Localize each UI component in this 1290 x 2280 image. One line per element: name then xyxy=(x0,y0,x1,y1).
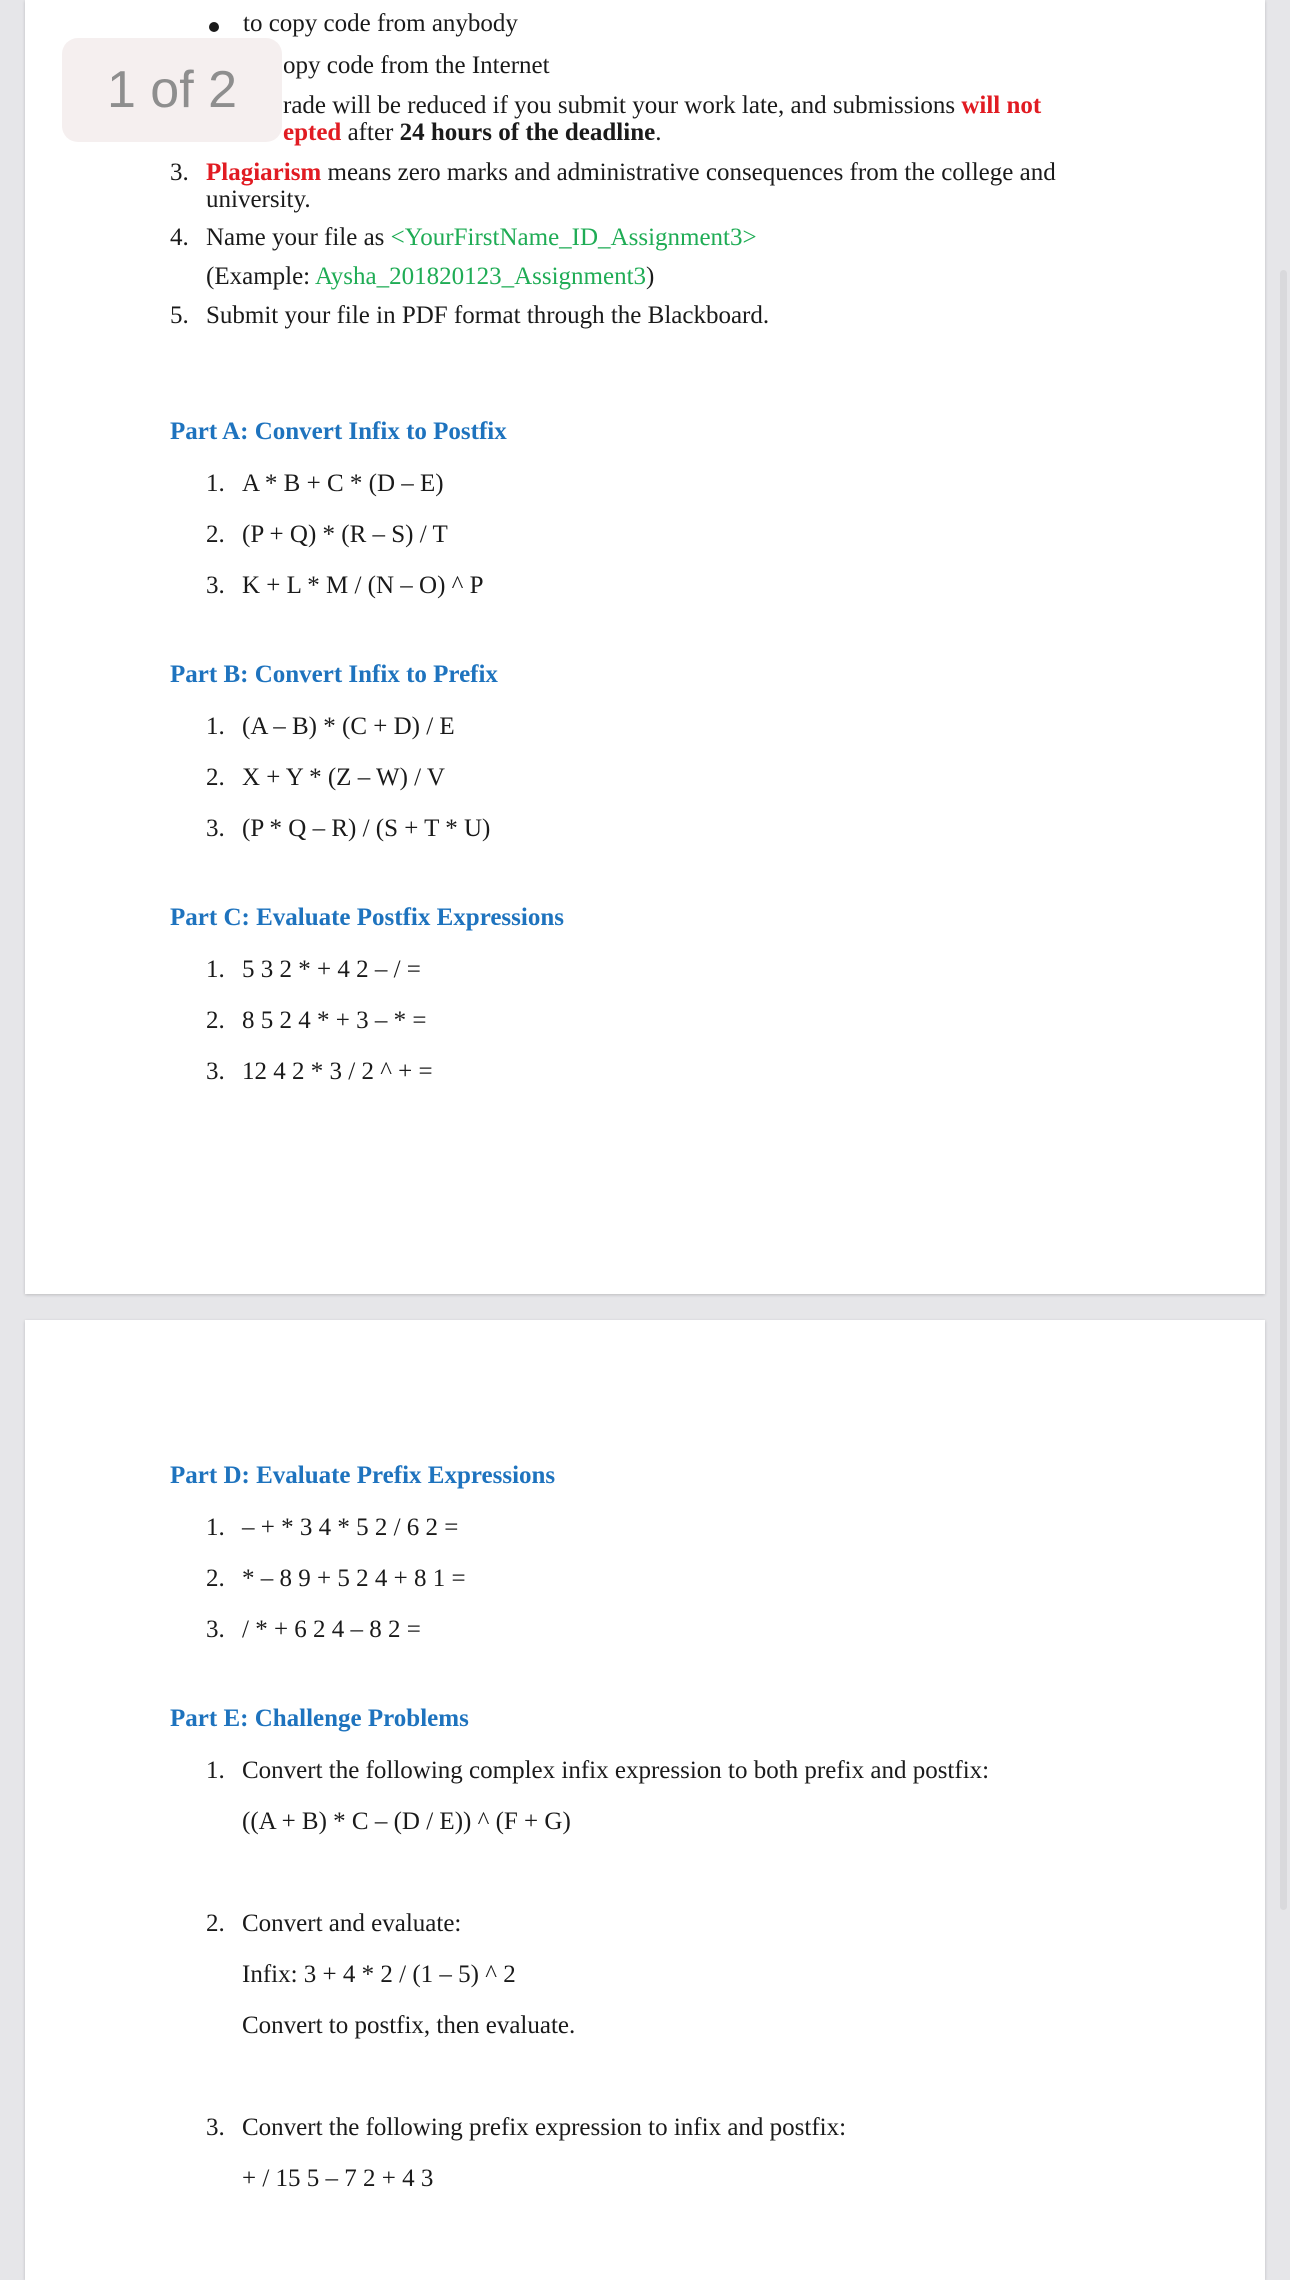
item-number: 3. xyxy=(206,815,225,842)
list-item xyxy=(206,572,484,600)
bullet-dot xyxy=(209,22,219,32)
list-item xyxy=(206,1007,426,1035)
item-expression: (A – B) * (C + D) / E xyxy=(242,713,455,740)
page-indicator-badge: 1 of 2 xyxy=(62,38,282,142)
problem-text: Convert and evaluate: xyxy=(242,1910,462,1937)
item-number: 1. xyxy=(206,1757,225,1784)
item-number: 1. xyxy=(206,956,225,983)
rule-text: Name your file as xyxy=(206,224,391,251)
item-number: 3. xyxy=(206,572,225,599)
list-item xyxy=(206,1058,433,1086)
rule-text: Submit your file in PDF format through the Blackboard. xyxy=(206,302,770,329)
item-number: 1. xyxy=(206,1514,225,1541)
bullet-item: to copy code from anybody xyxy=(243,10,518,37)
part-a-heading: Part A: Convert Infix to Postfix xyxy=(170,418,507,445)
example-prefix: (Example: xyxy=(206,263,315,290)
part-d-heading: Part D: Evaluate Prefix Expressions xyxy=(170,1462,556,1489)
problem-expression: + / 15 5 – 7 2 + 4 3 xyxy=(242,2165,434,2192)
item-expression: K + L * M / (N – O) ^ P xyxy=(242,572,484,599)
item-expression: – + * 3 4 * 5 2 / 6 2 = xyxy=(242,1514,459,1541)
list-item xyxy=(206,713,455,741)
file-name-template: <YourFirstName_ID_Assignment3> xyxy=(390,224,757,251)
item-number: 2. xyxy=(206,521,225,548)
late-text: . xyxy=(655,119,662,146)
late-emphasis: will not xyxy=(961,92,1042,119)
late-submission-line-2 xyxy=(283,119,661,147)
item-expression: A * B + C * (D – E) xyxy=(242,470,444,497)
file-name-example xyxy=(206,263,654,291)
part-e-heading: Part E: Challenge Problems xyxy=(170,1705,469,1732)
problem-text: Convert the following complex infix expression to both prefix and postfix: xyxy=(242,1757,990,1784)
item-number: 3. xyxy=(206,2114,225,2141)
part-c-heading: Part C: Evaluate Postfix Expressions xyxy=(170,904,564,931)
bullet-item: opy code from the Internet xyxy=(283,52,550,79)
late-text: rade will be reduced if you submit your work late, and submissions xyxy=(283,92,962,119)
problem-expression: ((A + B) * C – (D / E)) ^ (F + G) xyxy=(242,1808,571,1835)
item-expression: 8 5 2 4 * + 3 – * = xyxy=(242,1007,427,1034)
rule-number: 4. xyxy=(170,224,189,251)
list-item xyxy=(206,1616,421,1644)
rule-text: means zero marks and administrative consequences from the college and xyxy=(321,159,1056,186)
rule-4 xyxy=(170,224,757,252)
item-number: 2. xyxy=(206,1910,225,1937)
list-item xyxy=(206,470,444,498)
item-expression: (P * Q – R) / (S + T * U) xyxy=(242,815,491,842)
late-submission-line-1 xyxy=(283,92,1041,120)
problem-expression: Infix: 3 + 4 * 2 / (1 – 5) ^ 2 xyxy=(242,1961,516,1988)
list-item xyxy=(206,1565,466,1593)
scrollbar[interactable] xyxy=(1280,270,1287,1910)
rule-3-continued: university. xyxy=(206,186,311,213)
example-file-name: Aysha_201820123_Assignment3 xyxy=(315,263,647,290)
rule-number: 3. xyxy=(170,159,189,186)
item-number: 2. xyxy=(206,1565,225,1592)
item-number: 2. xyxy=(206,1007,225,1034)
item-expression: 12 4 2 * 3 / 2 ^ + = xyxy=(242,1058,433,1085)
challenge-problem-1 xyxy=(206,1757,989,1785)
item-number: 3. xyxy=(206,1616,225,1643)
item-number: 1. xyxy=(206,470,225,497)
item-expression: 5 3 2 * + 4 2 – / = xyxy=(242,956,421,983)
challenge-problem-2 xyxy=(206,1910,461,1938)
problem-text: Convert the following prefix expression to infix and postfix: xyxy=(242,2114,847,2141)
document-page-1 xyxy=(25,0,1265,1294)
list-item xyxy=(206,521,448,549)
challenge-problem-3 xyxy=(206,2114,846,2142)
part-b-heading: Part B: Convert Infix to Prefix xyxy=(170,661,498,688)
item-number: 3. xyxy=(206,1058,225,1085)
item-expression: X + Y * (Z – W) / V xyxy=(242,764,445,791)
rule-5 xyxy=(170,302,769,330)
item-expression: (P + Q) * (R – S) / T xyxy=(242,521,448,548)
rule-3 xyxy=(170,159,1056,187)
list-item xyxy=(206,956,421,984)
list-item xyxy=(206,1514,458,1542)
list-item xyxy=(206,815,490,843)
rule-number: 5. xyxy=(170,302,189,329)
item-number: 2. xyxy=(206,764,225,791)
late-emphasis: epted xyxy=(283,119,342,146)
late-text: after xyxy=(341,119,400,146)
item-expression: / * + 6 2 4 – 8 2 = xyxy=(242,1616,421,1643)
document-page-2 xyxy=(25,1320,1265,2280)
item-number: 1. xyxy=(206,713,225,740)
example-suffix: ) xyxy=(646,263,655,290)
list-item xyxy=(206,764,445,792)
plagiarism-label: Plagiarism xyxy=(206,159,322,186)
problem-note: Convert to postfix, then evaluate. xyxy=(242,2012,576,2039)
item-expression: * – 8 9 + 5 2 4 + 8 1 = xyxy=(242,1565,466,1592)
deadline-emphasis: 24 hours of the deadline xyxy=(399,119,656,146)
